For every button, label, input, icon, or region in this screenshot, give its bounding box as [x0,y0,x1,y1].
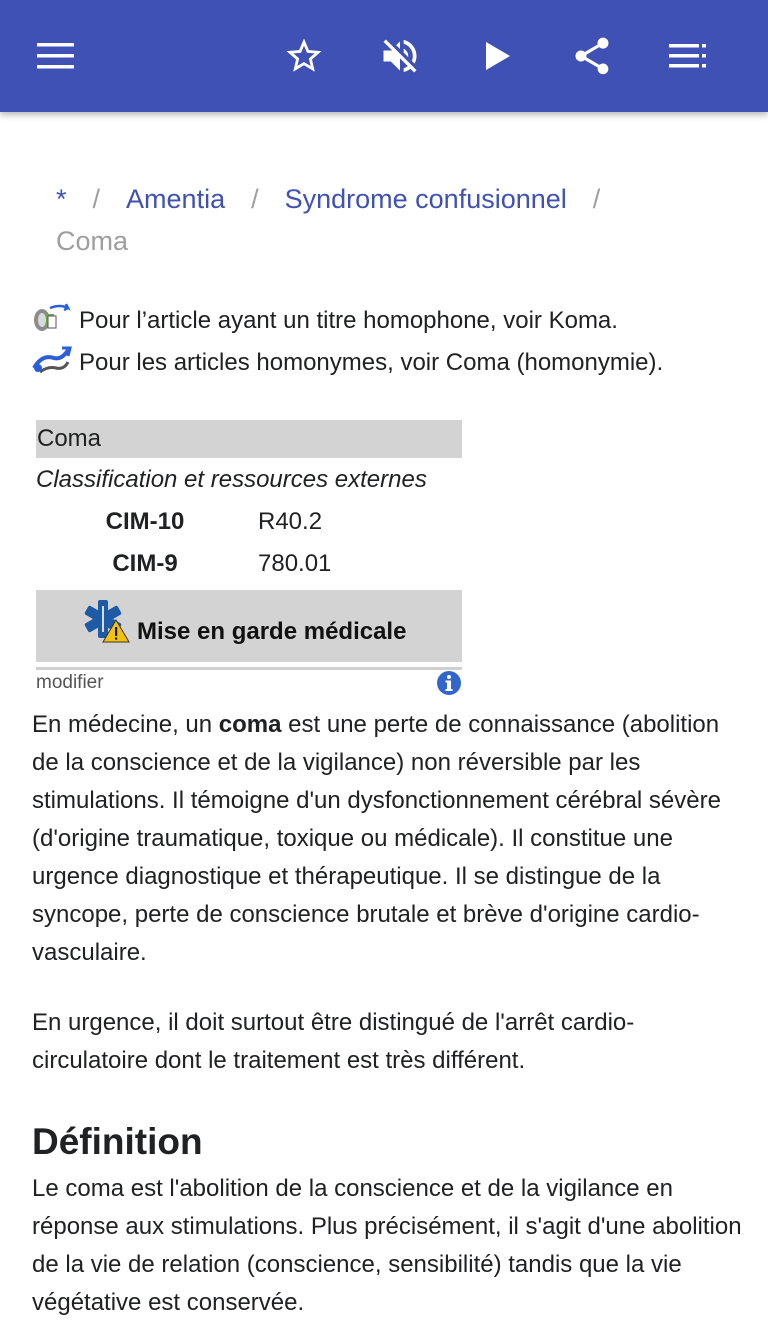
infobox-key[interactable]: CIM-10 [105,508,185,535]
infobox-key[interactable]: CIM-9 [112,550,178,577]
mute-button[interactable] [372,28,428,84]
breadcrumb-current: Coma [56,226,129,256]
favorite-button[interactable] [276,28,332,84]
table-of-contents-button[interactable] [660,28,716,84]
breadcrumb-root-link[interactable]: * [56,184,67,214]
playlist-icon [669,43,707,69]
hatnote-homonymie-text[interactable]: Pour les articles homonymes, voir Coma (homonymie). [79,349,664,376]
hatnote-homophone [32,300,752,342]
section-definition-heading: Définition [32,1121,203,1162]
infobox-subtitle: Classification et ressources externes [36,466,427,493]
menu-button[interactable] [28,28,84,84]
breadcrumb-syndrome-link[interactable]: Syndrome confusionnel [284,184,567,214]
article-content [0,112,768,1316]
medical-warning-text[interactable]: Mise en garde médicale [137,618,407,645]
volume-off-icon [378,34,422,78]
infobox-value[interactable]: R40.2 [258,508,323,535]
infobox [36,420,462,704]
infobox-footer [36,670,462,704]
intro-bold-term: coma [218,711,282,738]
homophone-icon [32,302,72,334]
share-icon [570,34,614,78]
hatnote-homophone-text[interactable]: Pour l’article ayant un titre homophone, voir Koma. [79,307,618,334]
hatnote-homonymie [32,342,752,384]
breadcrumb-separator: / [92,184,101,214]
info-icon[interactable] [436,670,462,696]
breadcrumb [56,178,736,262]
breadcrumb-separator: / [592,184,601,214]
breadcrumb-separator: / [251,184,259,214]
intro-text-rest: est une perte de connaissance (abolition de la conscience et de la vigilance) non réversible par les stimulations. Il témoigne d'un dysfonctionnement cérébral sévère (d'origine traumatique, toxique ou médicale). Il constitue une urgence diagnostique et thérapeutique. Il se distingue de la syncope, perte de conscience brutale et brève d'origine cardio-vasculaire. [32,711,721,966]
share-button[interactable] [564,28,620,84]
medical-warning-icon [82,598,130,644]
infobox-row-cim9 [36,543,462,585]
play-button[interactable] [470,28,526,84]
medical-warning-banner[interactable] [36,590,462,662]
breadcrumb-amentia-link[interactable]: Amentia [126,184,226,214]
menu-icon [37,42,75,70]
disambiguation-icon [32,344,72,376]
infobox-row-cim10 [36,501,462,543]
app-bar [0,0,768,112]
intro-text-start: En médecine, un [32,711,219,738]
definition-paragraph: Le coma est l'abolition de la conscience et de la vigilance en réponse aux stimulations. Plus précisément, il s'agit d'une abolition de la vie de relation (conscience, sensibilité) tandis que la vie végétative est conservée. [32,1175,742,1316]
infobox-edit-link[interactable]: modifier [36,672,104,693]
star-icon [283,35,325,77]
intro-paragraph [32,706,742,972]
play-icon [484,41,512,71]
infobox-value[interactable]: 780.01 [258,550,332,577]
urgency-paragraph: En urgence, il doit surtout être distingué de l'arrêt cardio-circulatoire dont le traitement est très différent. [32,1009,635,1074]
infobox-title: Coma [36,420,462,458]
